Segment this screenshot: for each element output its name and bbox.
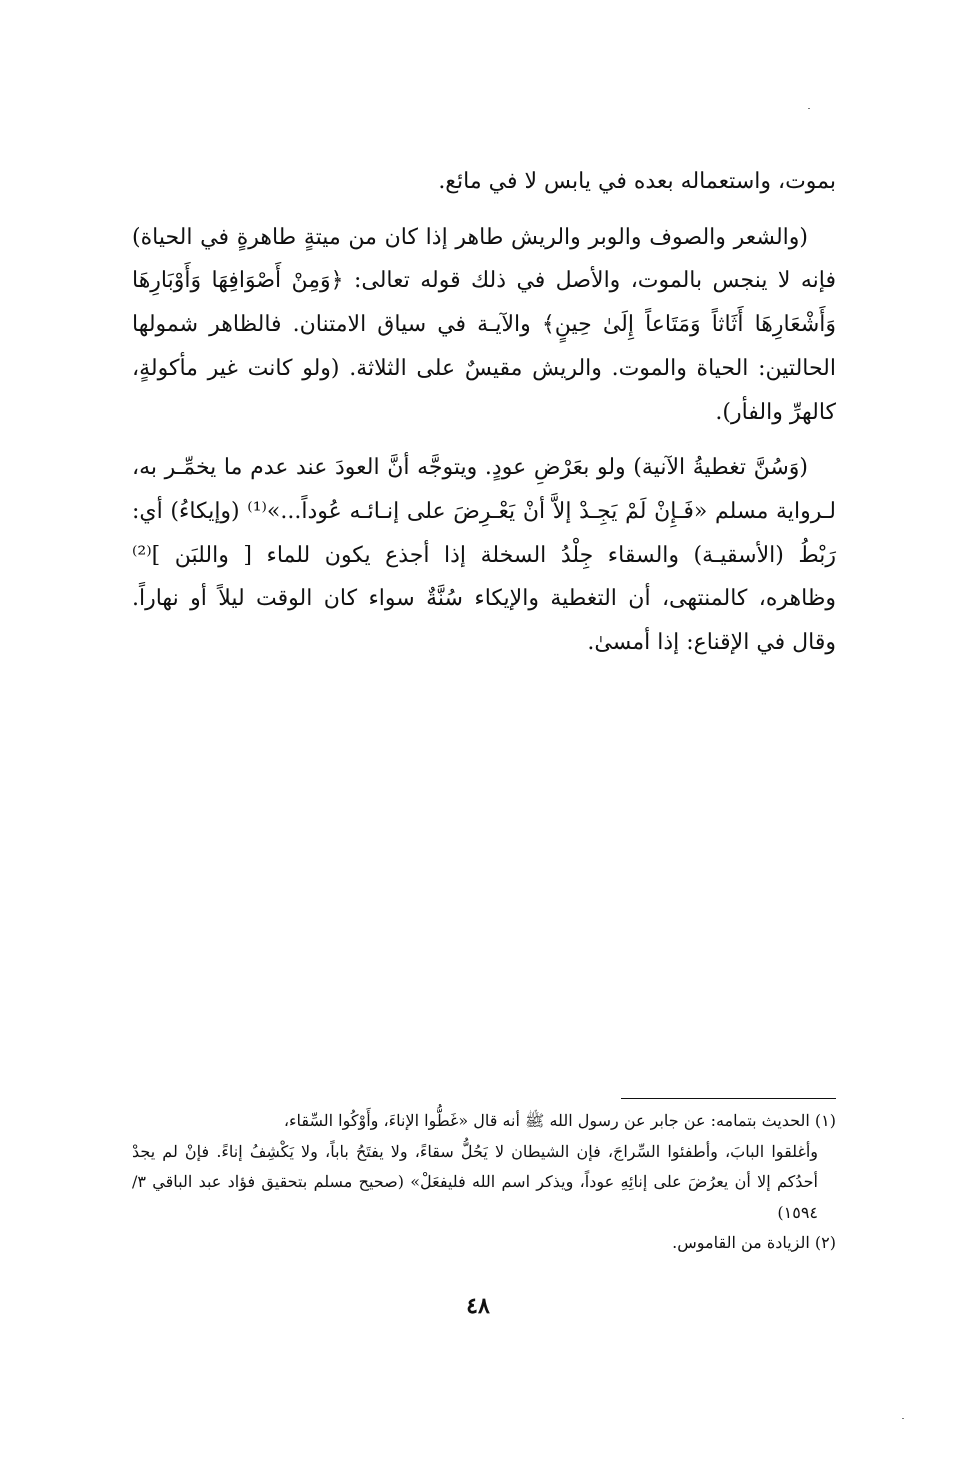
- footnote-1-first-line: (١) الحديث بتمامه: عن جابر عن رسول الله ﷺ أنه قال «غَطُّوا الإناءَ، وأَوْكُوا السِّقاء،: [283, 1111, 836, 1130]
- footnote-separator: [621, 1098, 836, 1099]
- main-text: [132, 160, 836, 665]
- footnotes: [132, 1106, 836, 1259]
- paragraph-hair-wool: (والشعر والصوف والوبر والريش طاهر إذا كان من ميتةٍ طاهرةٍ في الحياة) فإنه لا ينجس بالموت، والأصل في ذلك قوله تعالى: ﴿وَمِنْ أَصْوَافِهَا وَأَوْبَارِهَا وَأَشْعَارِهَا أَثَاثاً وَمَتَاعاً إِلَىٰ حِينٍ﴾ والآيـة في سياق الامتنان. فالظاهر شمولها الحالتين: الحياة والموت. والريش مقيسٌ على الثلاثة. (ولو كانت غير مأكولةٍ، كالهرِّ والفأر).: [132, 224, 836, 425]
- text-line-continuation: بموت، واستعماله بعده في يابس لا في مائع.: [438, 169, 836, 194]
- footnote-1-continuation: وأغلقوا البابَ، وأطفئوا السِّراجَ، فإن الشيطان لا يَحُلُّ سقاءً، ولا يفتَحُ باباً، ولا يَكْشِفُ إناءً. فإنْ لم يجدْ أحدُكم إلا أن يعرُضَ على إنائِهِ عوداً، ويذكر اسم الله فليفعَلْ» (صحيح مسلم بتحقيق فؤاد عبد الباقي ٣/ ١٥٩٤): [132, 1141, 818, 1222]
- scan-speck: [902, 1418, 904, 1419]
- scan-speck: [808, 108, 810, 109]
- page-number: ٤٨: [466, 1293, 490, 1319]
- footnote-2: (٢) الزيادة من القاموس.: [672, 1233, 836, 1252]
- paragraph-covering-vessels: (وَسُنَّ تغطيةُ الآنية) ولو بعَرْضِ عودٍ. ويتوجَّه أنَّ العودَ عند عدم ما يخمِّـر به، لـرواية مسلم «فَـإِنْ لَمْ يَجِـدْ إلاَّ أنْ يَعْـرِضَ على إنـائـه عُوداً...»⁽¹⁾ (وإيكاءُ) أي: رَبْطُ (الأسقيـة) والسقاء جِلْدُ السخلة إذا أجذع يكون للماء [ واللبَن ]⁽²⁾ وظاهره، كالمنتهى، أن التغطية والإيكاء سُنَّةٌ سواء كان الوقت ليلاً أو نهاراً. وقال في الإقناع: إذا أمسىٰ.: [132, 455, 836, 656]
